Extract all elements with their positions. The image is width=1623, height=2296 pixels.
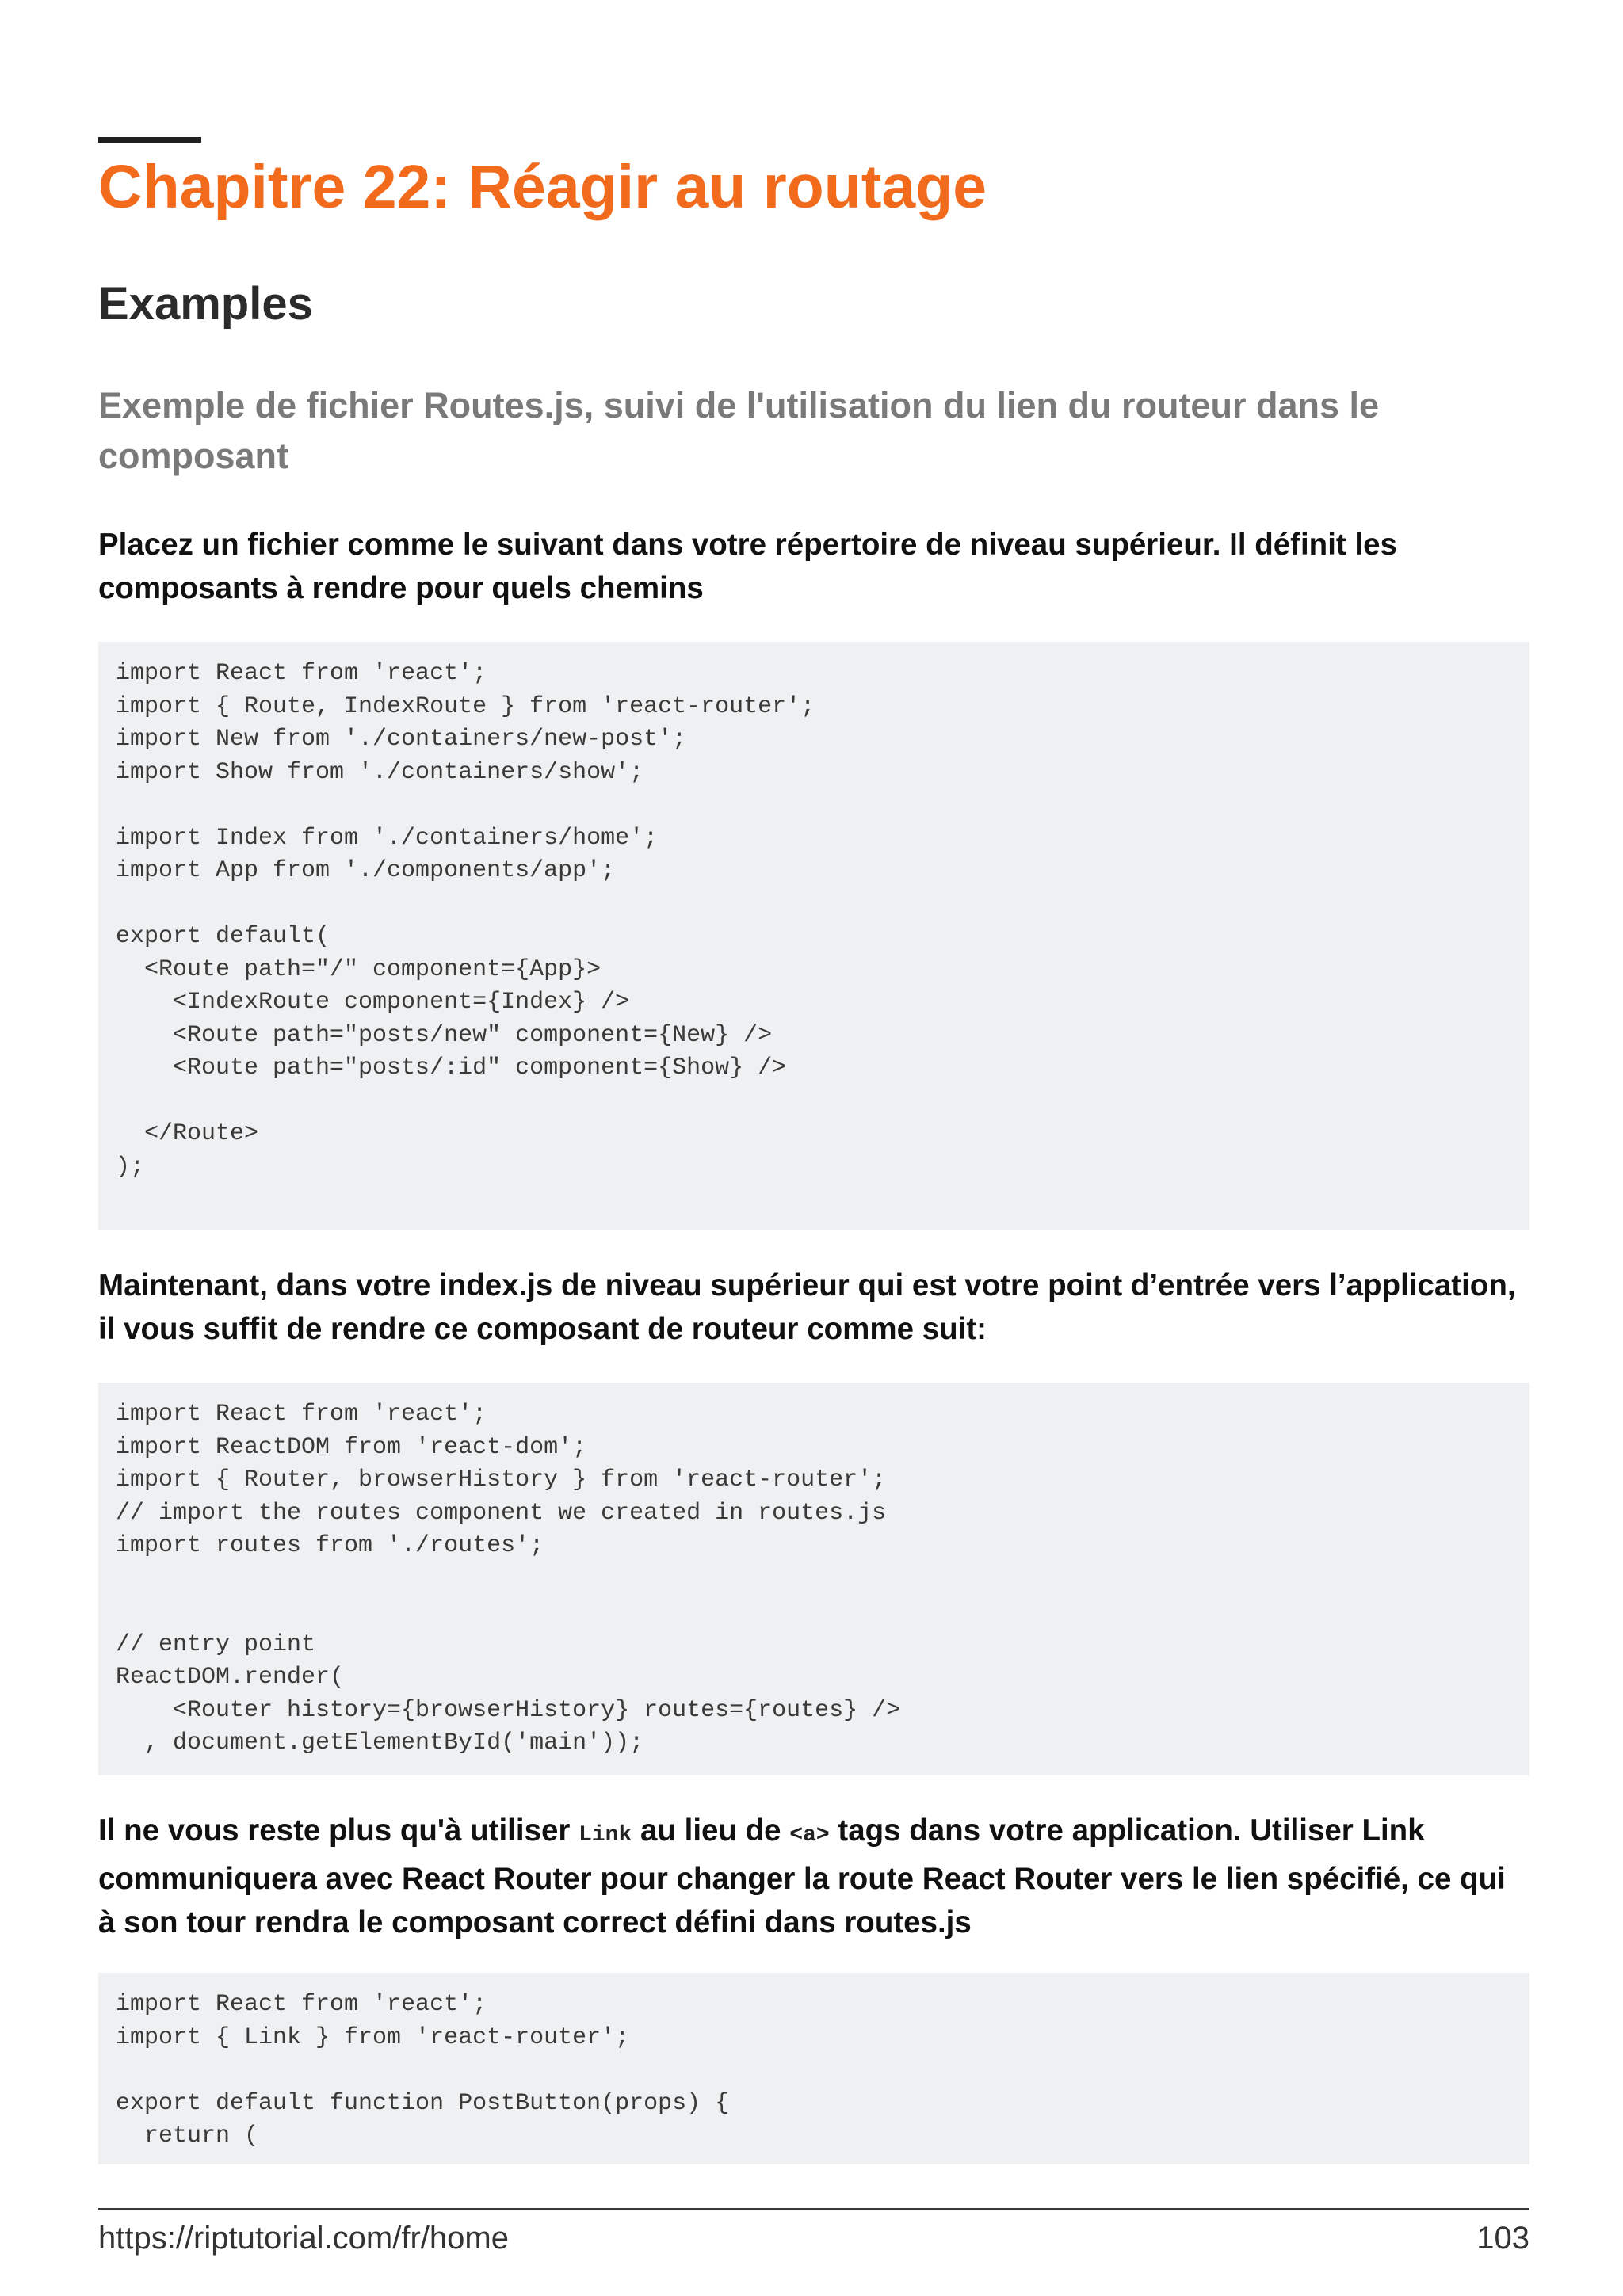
code-line: import { Route, IndexRoute } from 'react-router';	[116, 692, 815, 720]
link-paragraph-text: au lieu de	[632, 1814, 790, 1848]
code-line: <IndexRoute component={Index} />	[116, 989, 630, 1016]
code-line: import React from 'react';	[116, 660, 487, 687]
code-line: // entry point	[116, 1630, 316, 1658]
code-line: import React from 'react';	[116, 1991, 487, 2018]
code-line	[116, 789, 1529, 822]
code-line	[116, 1596, 1529, 1629]
code-line: import { Router, browserHistory } from 'react-router';	[116, 1466, 887, 1493]
code-line: );	[116, 1153, 145, 1180]
code-line: <Route path="/" component={App}>	[116, 955, 601, 983]
code-block-routes	[98, 642, 1529, 1230]
link-paragraph-text: tags dans votre application. Utiliser Link communiquera avec React Router pour changer la route React Router vers le lien spécifié, ce qui à son tour rendra le composant correct défini dans routes.js	[98, 1814, 1506, 1939]
code-block-postbutton	[98, 1973, 1529, 2164]
code-line: import ReactDOM from 'react-dom';	[116, 1433, 587, 1461]
code-line: import routes from './routes';	[116, 1532, 544, 1559]
code-line	[116, 1085, 1529, 1119]
code-line: <Route path="posts/:id" component={Show} />	[116, 1055, 787, 1081]
page-number: 103	[1476, 2221, 1529, 2256]
code-line: export default(	[116, 923, 330, 950]
code-line	[116, 2054, 1529, 2088]
code-line: , document.getElementById('main'));	[116, 1730, 644, 1756]
intro-paragraph: Placez un fichier comme le suivant dans votre répertoire de niveau supérieur. Il définit les composants à rendre pour quels chemins	[98, 528, 1397, 605]
code-line	[116, 888, 1529, 921]
section-title: Examples	[98, 278, 313, 330]
code-line: import { Link } from 'react-router';	[116, 2023, 630, 2051]
anchor-inline-code: <a>	[789, 1823, 830, 1848]
code-line: ReactDOM.render(	[116, 1664, 345, 1691]
code-line: import React from 'react';	[116, 1401, 487, 1428]
index-paragraph: Maintenant, dans votre index.js de niveau supérieur qui est votre point d’entrée vers l’application, il vous suffit de rendre ce composant de routeur comme suit:	[98, 1268, 1516, 1346]
code-line: </Route>	[116, 1120, 259, 1147]
code-line: import Index from './containers/home';	[116, 824, 659, 852]
example-title: Exemple de fichier Routes.js, suivi de l'utilisation du lien du routeur dans le composant	[98, 385, 1380, 476]
code-line: import New from './containers/new-post';	[116, 726, 687, 753]
code-block-index	[98, 1383, 1529, 1775]
code-line: import Show from './containers/show';	[116, 758, 644, 786]
code-line: <Router history={browserHistory} routes={routes} />	[116, 1696, 901, 1724]
footer-rule	[98, 2208, 1529, 2210]
code-line: // import the routes component we created in routes.js	[116, 1499, 887, 1527]
chapter-rule	[98, 137, 201, 143]
link-inline-code: Link	[579, 1823, 632, 1848]
link-paragraph	[98, 1809, 1529, 1944]
code-line: <Route path="posts/new" component={New} />	[116, 1021, 773, 1049]
code-line	[116, 1563, 1529, 1596]
code-line: export default function PostButton(props) {	[116, 2089, 730, 2117]
code-line: import App from './components/app';	[116, 857, 616, 884]
footer-url: https://riptutorial.com/fr/home	[98, 2221, 509, 2256]
chapter-title: Chapitre 22: Réagir au routage	[98, 153, 987, 221]
code-line: return (	[116, 2122, 259, 2149]
link-paragraph-text: Il ne vous reste plus qu'à utiliser	[98, 1814, 579, 1848]
